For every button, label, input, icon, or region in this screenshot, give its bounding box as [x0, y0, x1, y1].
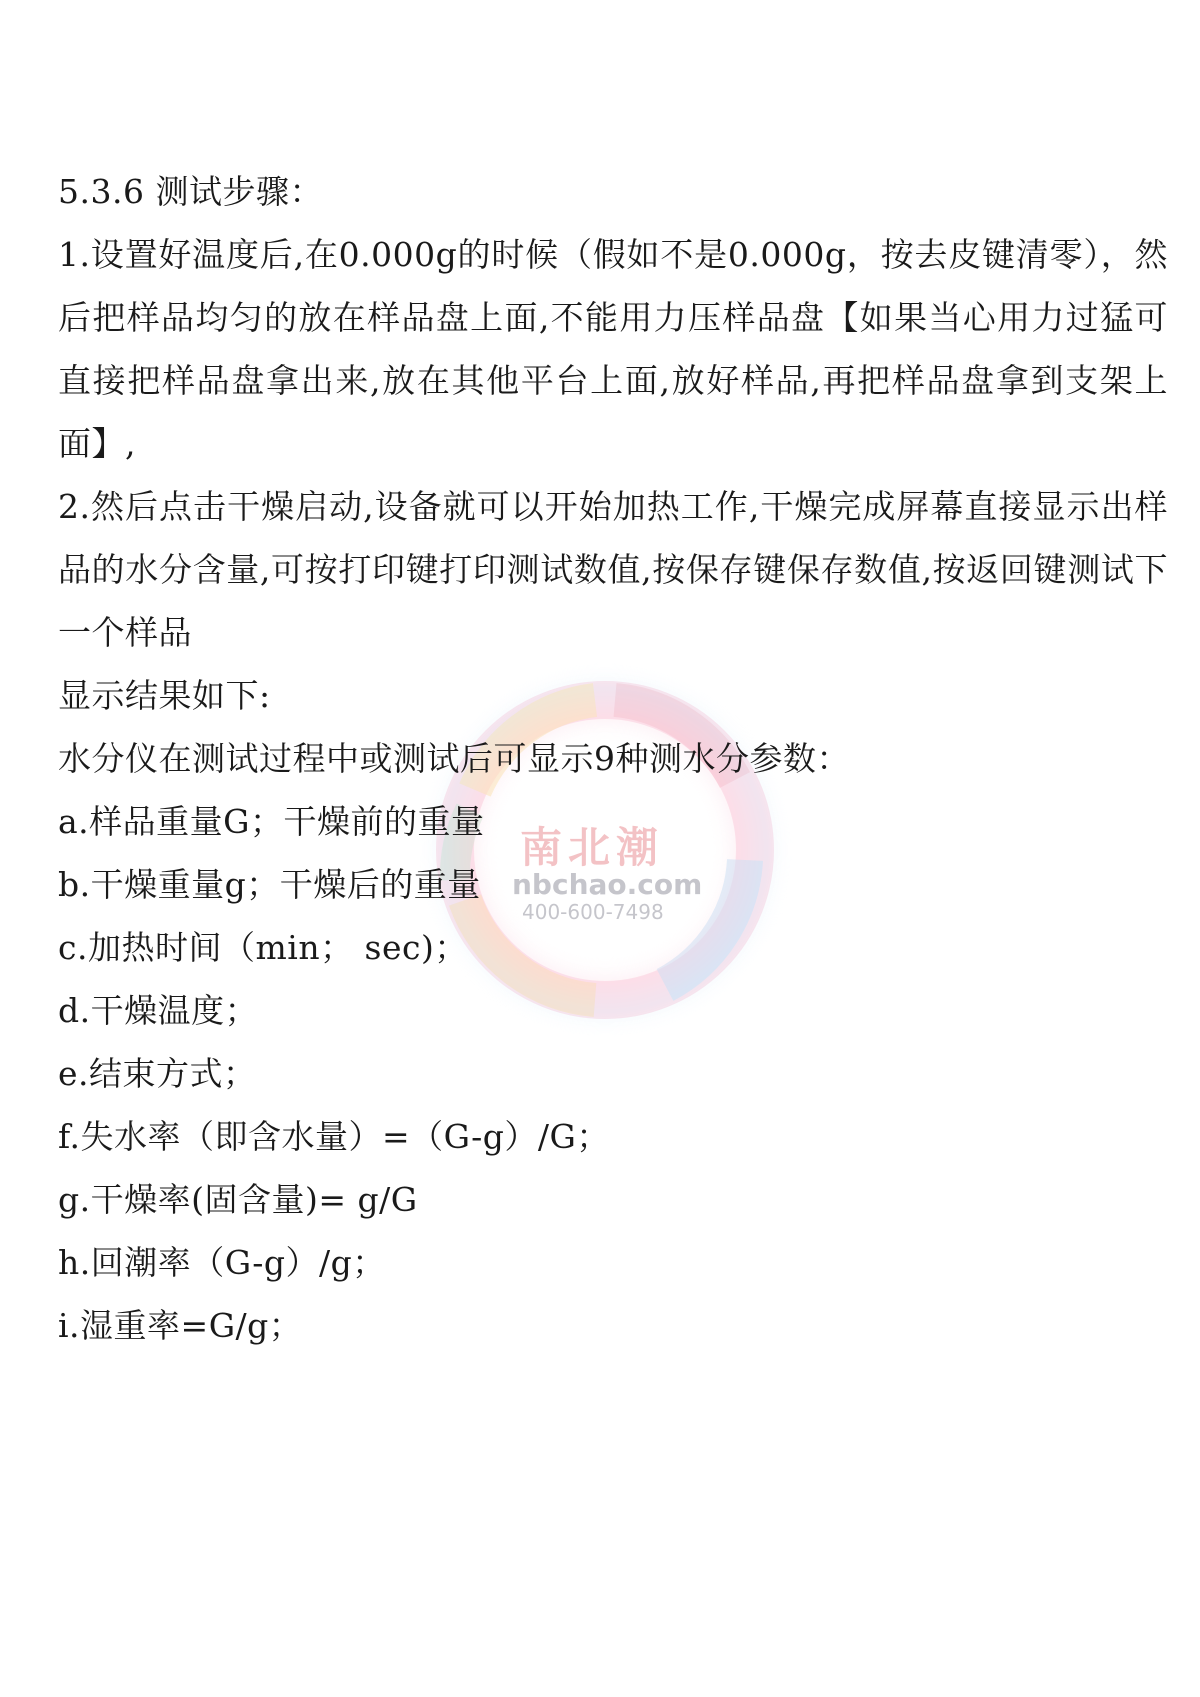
step-1-paragraph: 1.设置好温度后,在0.000g的时候（假如不是0.000g，按去皮键清零），然后把样品均匀的放在样品盘上面,不能用力压样品盘【如果当心用力过猛可直接把样品盘拿出来,放在其他平台上面,放好样品,再把样品盘拿到支架上面】, [58, 235, 1168, 463]
param-item-a: a.样品重量G；干燥前的重量 [58, 802, 485, 841]
param-item-g: g.干燥率(固含量)= g/G [58, 1180, 418, 1219]
param-item-f: f.失水率（即含水量）=（G-g）/G； [58, 1117, 610, 1156]
param-item-b: b.干燥重量g；干燥后的重量 [58, 865, 481, 904]
watermark-phone: 400-600-7498 [522, 900, 664, 924]
param-item-i: i.湿重率=G/g； [58, 1306, 303, 1345]
step-2-paragraph: 2.然后点击干燥启动,设备就可以开始加热工作,干燥完成屏幕直接显示出样品的水分含量,可按打印键打印测试数值,按保存键保存数值,按返回键测试下一个样品 [58, 487, 1168, 652]
result-heading: 显示结果如下: [58, 676, 271, 715]
watermark-site: nbchao.com [512, 868, 703, 901]
section-heading: 5.3.6 测试步骤： [58, 172, 323, 211]
param-item-d: d.干燥温度； [58, 991, 259, 1030]
document-body [58, 160, 1168, 1357]
param-item-c: c.加热时间（min； sec)； [58, 928, 468, 967]
param-item-e: e.结束方式； [58, 1054, 257, 1093]
param-item-h: h.回潮率（G-g）/g； [58, 1243, 386, 1282]
params-intro: 水分仪在测试过程中或测试后可显示9种测水分参数： [58, 739, 850, 778]
watermark-brand: 南北潮 [520, 823, 665, 872]
